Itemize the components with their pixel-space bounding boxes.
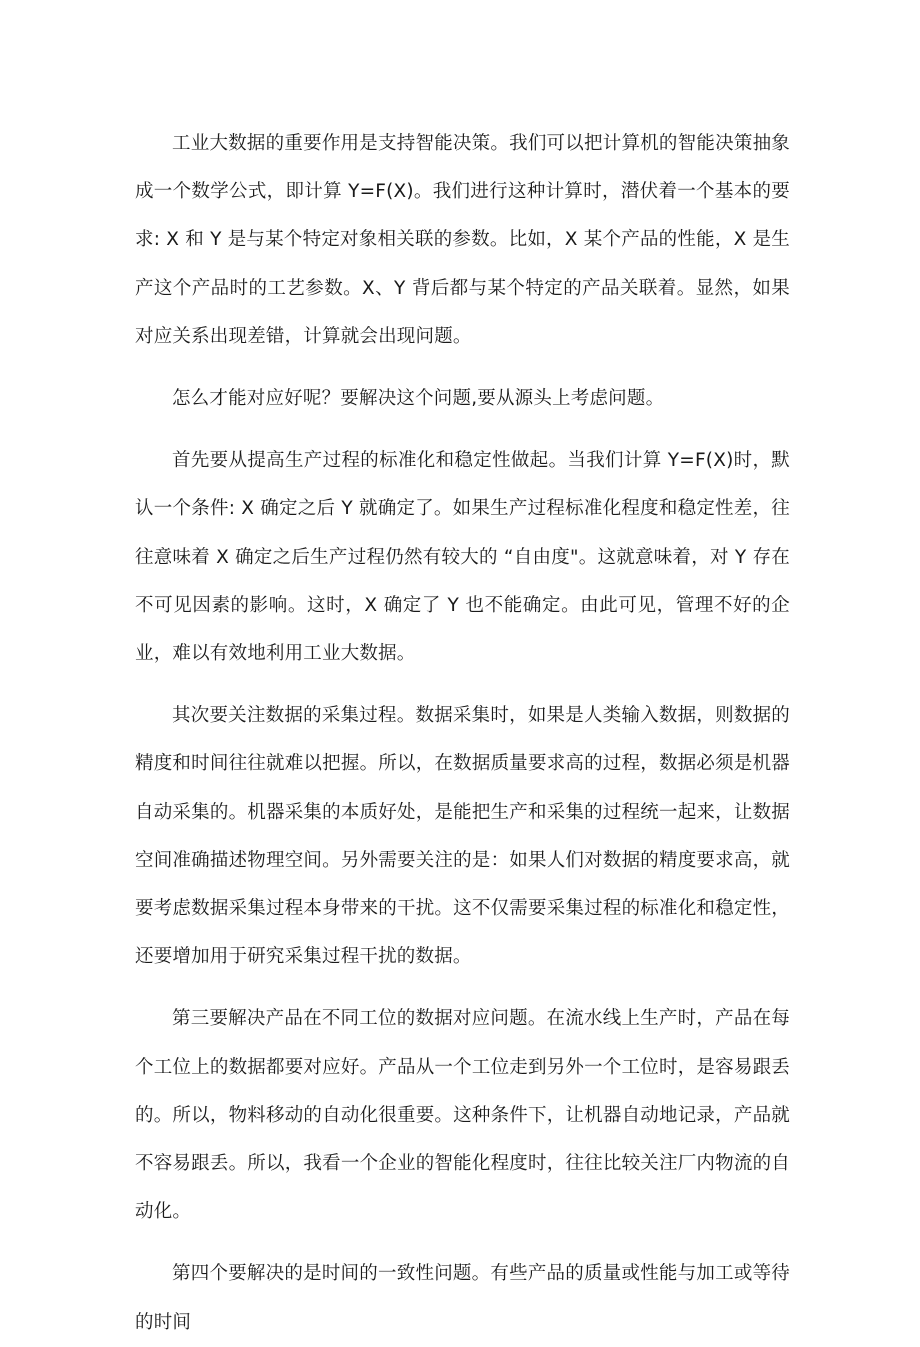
paragraph-1: 工业大数据的重要作用是支持智能决策。我们可以把计算机的智能决策抽象成一个数学公式，即计算 Y=F(X)。我们进行这种计算时，潜伏着一个基本的要求: X 和 Y 是与某个特定对象相关联的参数。比如，X 某个产品的性能，X 是生产这个产品时的工艺参数。X、Y 背后都与某个特定的产品关联着。显然，如果对应关系出现差错，计算就会出现问题。 (135, 133, 790, 347)
paragraph-5: 第三要解决产品在不同工位的数据对应问题。在流水线上生产时，产品在每个工位上的数据都要对应好。产品从一个工位走到另外一个工位时，是容易跟丢的。所以，物料移动的自动化很重要。这种条件下，让机器自动地记录，产品就不容易跟丢。所以，我看一个企业的智能化程度时，往往比较关注厂内物流的自动化。 (135, 1008, 790, 1223)
paragraph-3: 首先要从提高生产过程的标准化和稳定性做起。当我们计算 Y=F(X)时，默认一个条件: X 确定之后 Y 就确定了。如果生产过程标准化程度和稳定性差，往往意味着 X 确定之后生产过程仍然有较大的 “自由度"。这就意味着，对 Y 存在不可见因素的影响。这时，X 确定了 Y 也不能确定。由此可见，管理不好的企业，难以有效地利用工业大数据。 (135, 450, 790, 665)
paragraph-2: 怎么才能对应好呢？要解决这个问题,要从源头上考虑问题。 (172, 388, 665, 410)
document-body (135, 120, 790, 1347)
paragraph-6: 第四个要解决的是时间的一致性问题。有些产品的质量或性能与加工或等待的时间 (135, 1263, 790, 1333)
paragraph-4: 其次要关注数据的采集过程。数据采集时，如果是人类输入数据，则数据的精度和时间往往就难以把握。所以，在数据质量要求高的过程，数据必须是机器自动采集的。机器采集的本质好处，是能把生产和采集的过程统一起来，让数据空间准确描述物理空间。另外需要关注的是：如果人们对数据的精度要求高，就要考虑数据采集过程本身带来的干扰。这不仅需要采集过程的标准化和稳定性，还要增加用于研究采集过程干扰的数据。 (135, 705, 790, 968)
